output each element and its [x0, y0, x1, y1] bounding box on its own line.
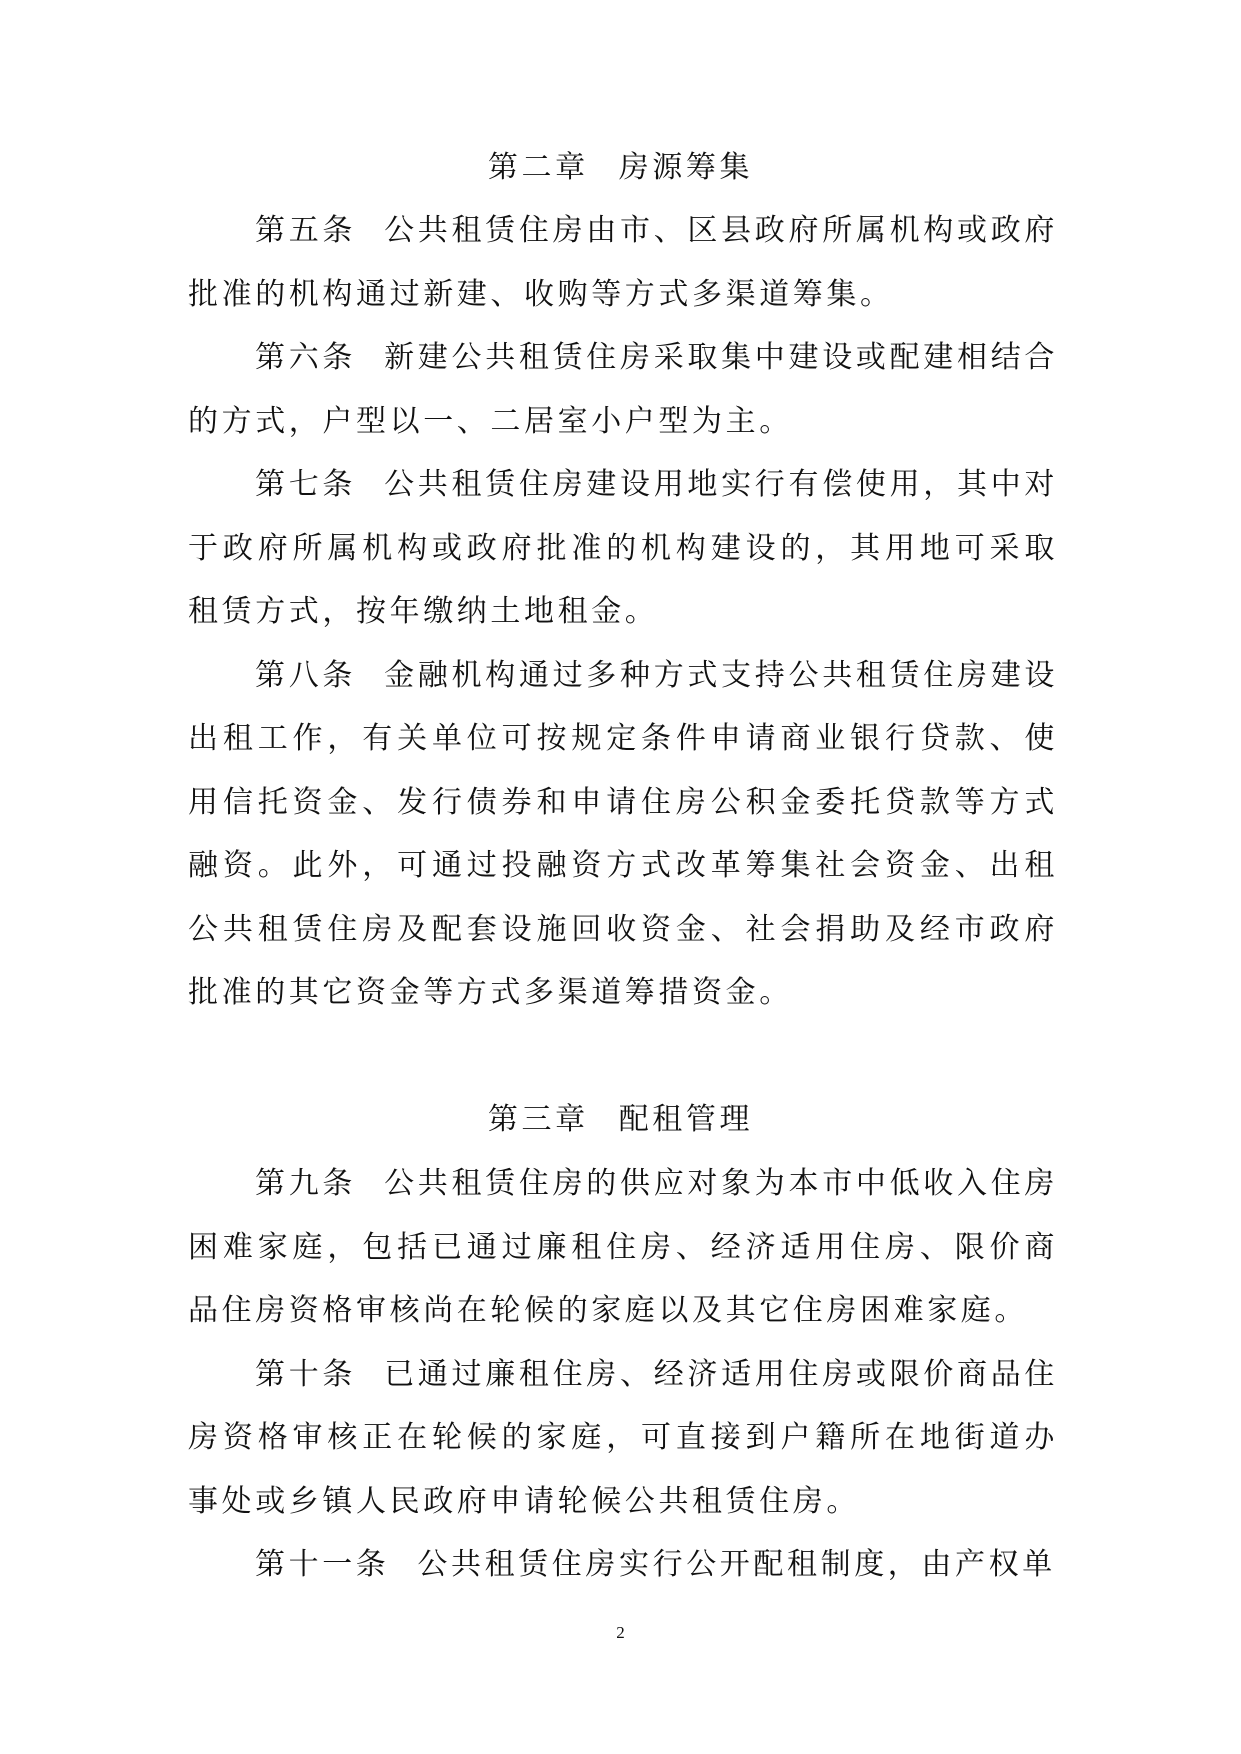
chapter-heading-2	[0, 148, 1241, 188]
chapter-2-body	[188, 199, 1058, 1025]
page-number: 2	[616, 1623, 625, 1642]
article-text: 公共租赁住房的供应对象为本市中低收入住房困难家庭，包括已通过廉租住房、经济适用住房、限价商品住房资格审核尚在轮候的家庭以及其它住房困难家庭。	[188, 1166, 1058, 1328]
chapter-3-body	[188, 1152, 1058, 1597]
article-text: 公共租赁住房由市、区县政府所属机构或政府批准的机构通过新建、收购等方式多渠道筹集。	[188, 213, 1058, 312]
article-number: 第七条	[255, 467, 357, 502]
article-9	[188, 1152, 1058, 1343]
article-number: 第十一条	[255, 1547, 390, 1582]
article-number: 第六条	[255, 340, 357, 375]
article-text: 公共租赁住房建设用地实行有偿使用，其中对于政府所属机构或政府批准的机构建设的，其用地可采取租赁方式，按年缴纳土地租金。	[188, 467, 1058, 629]
article-11	[188, 1533, 1058, 1597]
article-number: 第八条	[255, 657, 357, 693]
article-number: 第五条	[255, 213, 357, 248]
article-5	[188, 199, 1058, 326]
article-number: 第十条	[255, 1356, 357, 1392]
chapter-number: 第三章	[487, 1102, 589, 1137]
chapter-heading-3	[0, 1100, 1241, 1140]
article-7	[188, 453, 1058, 644]
article-text: 已通过廉租住房、经济适用住房或限价商品住房资格审核正在轮候的家庭，可直接到户籍所在地街道办事处或乡镇人民政府申请轮候公共租赁住房。	[188, 1356, 1058, 1519]
article-number: 第九条	[255, 1166, 357, 1201]
chapter-title: 房源筹集	[618, 150, 754, 185]
article-6	[188, 326, 1058, 453]
article-text: 公共租赁住房实行公开配租制度，由产权单	[417, 1547, 1056, 1582]
article-text: 金融机构通过多种方式支持公共租赁住房建设出租工作，有关单位可按规定条件申请商业银行贷款、使用信托资金、发行债券和申请住房公积金委托贷款等方式融资。此外，可通过投融资方式改革筹集社会资金、出租公共租赁住房及配套设施回收资金、社会捐助及经市政府批准的其它资金等方式多渠道筹措资金。	[188, 657, 1058, 1010]
chapter-number: 第二章	[487, 150, 589, 185]
article-10	[188, 1343, 1058, 1534]
chapter-title: 配租管理	[618, 1102, 754, 1137]
article-8	[188, 644, 1058, 1025]
article-text: 新建公共租赁住房采取集中建设或配建相结合的方式，户型以一、二居室小户型为主。	[188, 340, 1058, 439]
